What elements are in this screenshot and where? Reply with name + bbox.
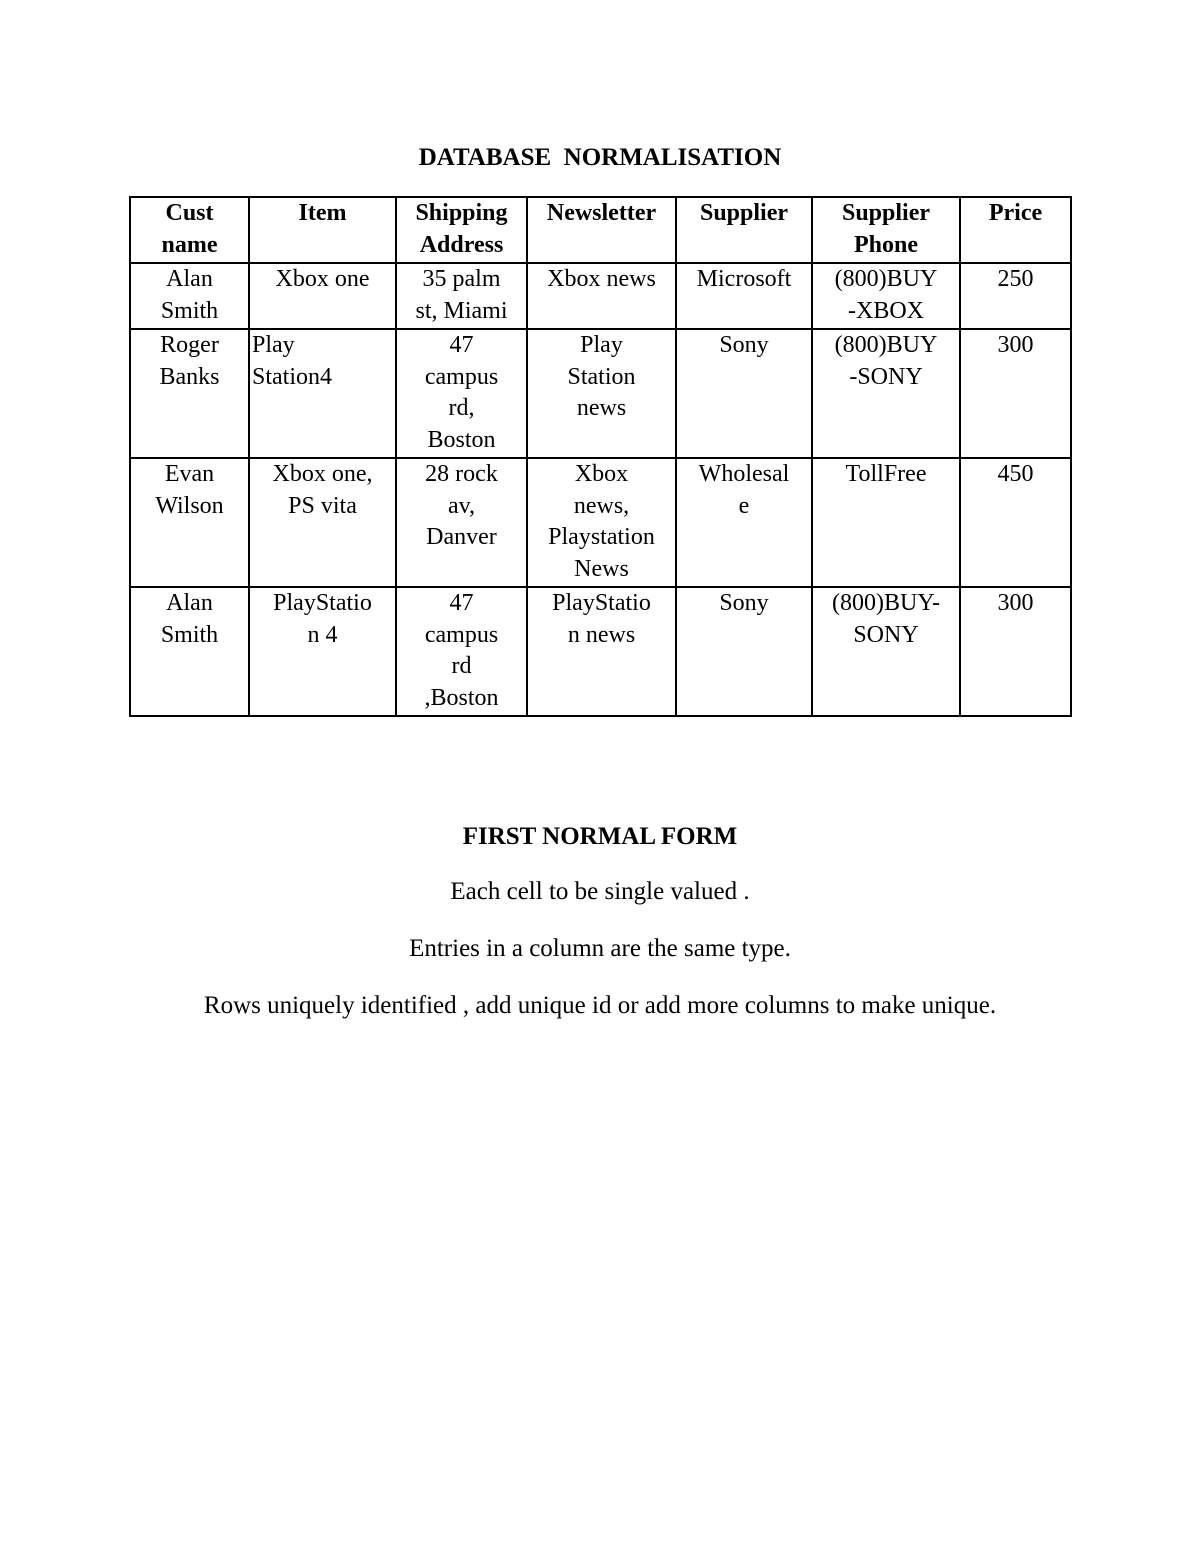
table-row <box>130 458 1071 587</box>
cell-cust-name: Roger Banks <box>130 329 249 458</box>
cell-shipping-address: 47 campus rd ,Boston <box>396 587 527 716</box>
cell-shipping-address: 47 campus rd, Boston <box>396 329 527 458</box>
rule-text: Rows uniquely identified , add unique id or add more columns to make unique. <box>203 992 997 1019</box>
table-header-row <box>130 197 1071 263</box>
cell-supplier: Microsoft <box>676 263 812 329</box>
header-supplier: Supplier <box>676 197 812 263</box>
cell-supplier-phone: (800)BUY -XBOX <box>812 263 960 329</box>
cell-supplier: Sony <box>676 587 812 716</box>
table-row <box>130 263 1071 329</box>
cell-newsletter: Xbox news, Playstation News <box>527 458 676 587</box>
cell-supplier: Sony <box>676 329 812 458</box>
header-cust-name: Cust name <box>130 197 249 263</box>
cell-shipping-address: 28 rock av, Danver <box>396 458 527 587</box>
rule-text: Each cell to be single valued . <box>450 878 750 905</box>
cell-price: 250 <box>960 263 1071 329</box>
cell-supplier-phone: TollFree <box>812 458 960 587</box>
cell-supplier-phone: (800)BUY -SONY <box>812 329 960 458</box>
normalisation-table <box>129 196 1072 717</box>
table-row <box>130 587 1071 716</box>
cell-price: 300 <box>960 329 1071 458</box>
cell-price: 300 <box>960 587 1071 716</box>
cell-cust-name: Alan Smith <box>130 263 249 329</box>
cell-supplier-phone: (800)BUY- SONY <box>812 587 960 716</box>
cell-item: Xbox one <box>249 263 396 329</box>
rule-text: Entries in a column are the same type. <box>409 935 791 962</box>
section-title: FIRST NORMAL FORM <box>462 823 738 850</box>
cell-cust-name: Evan Wilson <box>130 458 249 587</box>
cell-newsletter: Xbox news <box>527 263 676 329</box>
cell-item: Xbox one, PS vita <box>249 458 396 587</box>
cell-supplier: Wholesal e <box>676 458 812 587</box>
header-price: Price <box>960 197 1071 263</box>
table-row <box>130 329 1071 458</box>
cell-newsletter: PlayStatio n news <box>527 587 676 716</box>
header-item: Item <box>249 197 396 263</box>
header-supplier-phone: Supplier Phone <box>812 197 960 263</box>
cell-price: 450 <box>960 458 1071 587</box>
cell-item: PlayStatio n 4 <box>249 587 396 716</box>
cell-shipping-address: 35 palm st, Miami <box>396 263 527 329</box>
page-title: DATABASE NORMALISATION <box>418 144 782 171</box>
header-newsletter: Newsletter <box>527 197 676 263</box>
header-shipping-address: Shipping Address <box>396 197 527 263</box>
cell-newsletter: Play Station news <box>527 329 676 458</box>
cell-item: Play Station4 <box>249 329 396 458</box>
cell-cust-name: Alan Smith <box>130 587 249 716</box>
